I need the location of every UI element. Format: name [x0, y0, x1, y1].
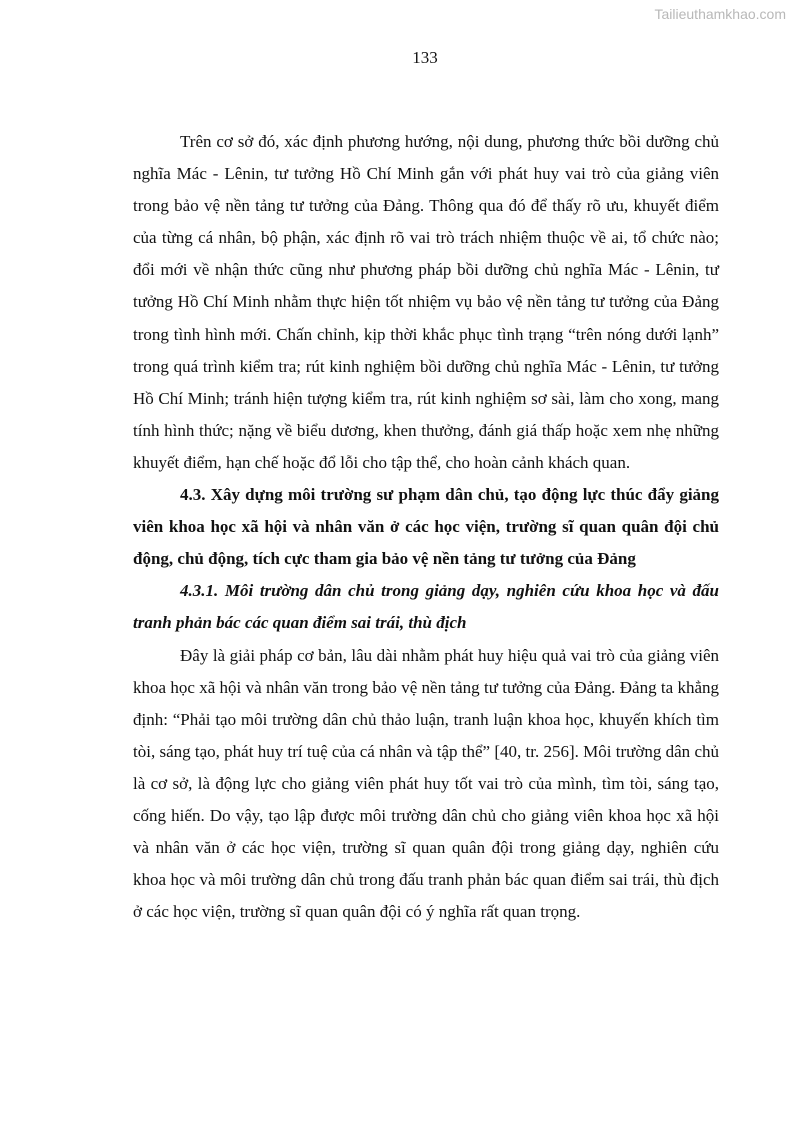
subsection-heading: 4.3.1. Môi trường dân chủ trong giảng dạy, nghiên cứu khoa học và đấu tranh phản bác các quan điểm sai trái, thù địch — [133, 581, 719, 633]
page-number: 133 — [412, 48, 438, 67]
body-paragraph: Trên cơ sở đó, xác định phương hướng, nội dung, phương thức bồi dưỡng chủ nghĩa Mác - Lênin, tư tưởng Hồ Chí Minh gắn với phát huy vai trò của giảng viên trong bảo vệ nền tảng tư tưởng của Đảng. Thông qua đó để thấy rõ ưu, khuyết điểm của từng cá nhân, bộ phận, xác định rõ vai trò trách nhiệm thuộc về ai, tổ chức nào; đổi mới về nhận thức cũng như phương pháp bồi dưỡng chủ nghĩa Mác - Lênin, tư tưởng Hồ Chí Minh nhằm thực hiện tốt nhiệm vụ bảo vệ nền tảng tư tưởng của Đảng trong tình hình mới. Chấn chỉnh, kịp thời khắc phục tình trạng “trên nóng dưới lạnh” trong quá trình kiểm tra; rút kinh nghiệm bồi dưỡng chủ nghĩa Mác - Lênin, tư tưởng Hồ Chí Minh; tránh hiện tượng kiểm tra, rút kinh nghiệm sơ sài, làm cho xong, mang tính hình thức; nặng về biểu dương, khen thưởng, đánh giá thấp hoặc xem nhẹ những khuyết điểm, hạn chế hoặc đổ lỗi cho tập thể, cho hoàn cảnh khách quan. — [133, 132, 719, 472]
watermark: Tailieuthamkhao.com — [654, 6, 786, 22]
body-paragraph: Đây là giải pháp cơ bản, lâu dài nhằm phát huy hiệu quả vai trò của giảng viên khoa học xã hội và nhân văn trong bảo vệ nền tảng tư tưởng của Đảng. Đảng ta khẳng định: “Phải tạo môi trường dân chủ thảo luận, tranh luận khoa học, khuyến khích tìm tòi, sáng tạo, phát huy trí tuệ của cá nhân và tập thể” [40, tr. 256]. Môi trường dân chủ là cơ sở, là động lực cho giảng viên phát huy tốt vai trò của mình, tìm tòi, sáng tạo, cống hiến. Do vậy, tạo lập được môi trường dân chủ cho giảng viên khoa học xã hội và nhân văn ở các học viện, trường sĩ quan quân đội trong giảng dạy, nghiên cứu khoa học và môi trường dân chủ trong đấu tranh phản bác quan điểm sai trái, thù địch ở các học viện, trường sĩ quan quân đội có ý nghĩa rất quan trọng. — [133, 645, 719, 922]
section-heading: 4.3. Xây dựng môi trường sư phạm dân chủ, tạo động lực thúc đẩy giảng viên khoa học xã hội và nhân văn ở các học viện, trường sĩ quan quân đội chủ động, chủ động, tích cực tham gia bảo vệ nền tảng tư tưởng của Đảng — [133, 485, 719, 569]
document-body — [133, 126, 719, 928]
